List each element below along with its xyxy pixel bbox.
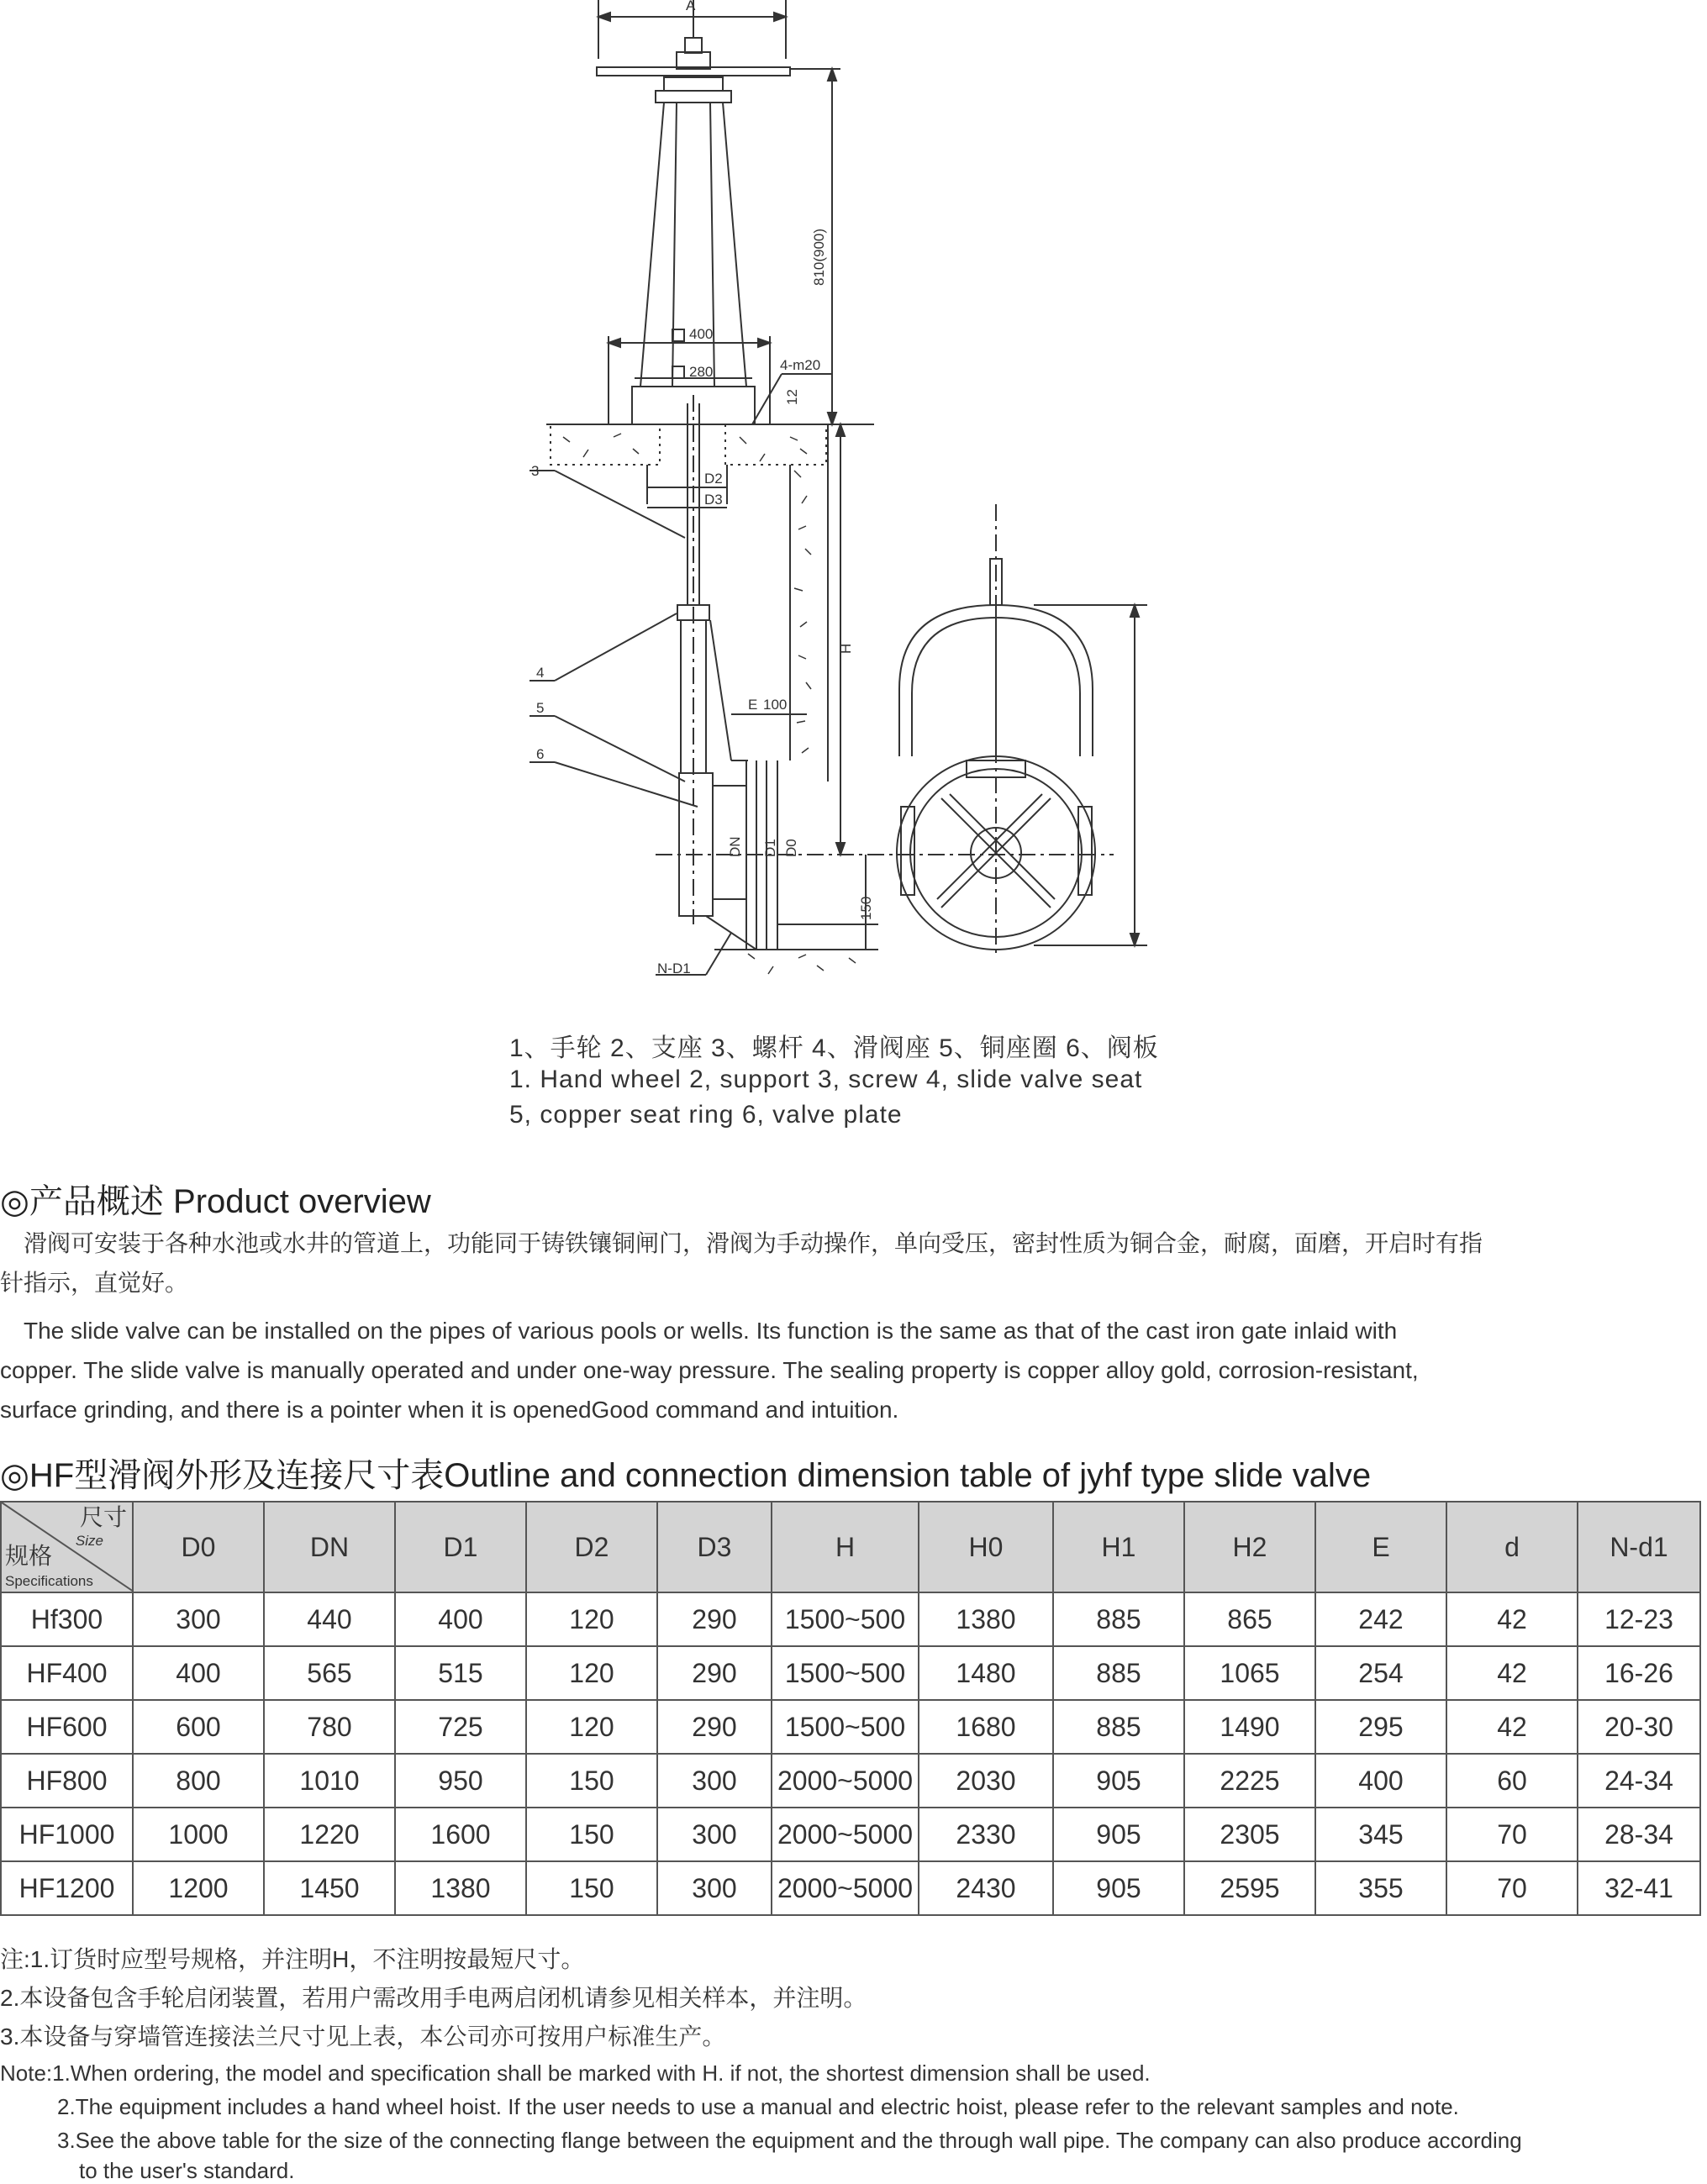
table-cell: 1010 [264,1754,395,1808]
table-cell: 2225 [1184,1754,1315,1808]
note-en-4: to the user's standard. [79,2158,295,2183]
dim-label-d0: D0 [783,839,799,857]
col-header-h1: H1 [1053,1502,1184,1592]
dim-label-150: 150 [858,896,874,920]
table-cell: 1480 [919,1646,1053,1700]
table-cell: 42 [1446,1592,1578,1646]
overview-en-paragraph [0,1311,1702,1429]
table-cell: 905 [1053,1808,1184,1861]
table-cell: 70 [1446,1861,1578,1915]
table-cell: 2330 [919,1808,1053,1861]
table-cell: 242 [1315,1592,1446,1646]
callout-6: 6 [536,746,545,762]
table-cell: 885 [1053,1646,1184,1700]
note-en-2: 2.The equipment includes a hand wheel hoist. If the user needs to use a manual and electric hoist, please refer to the relevant samples and note. [57,2094,1459,2119]
table-cell: 300 [657,1754,772,1808]
table-cell: 290 [657,1700,772,1754]
note-cn-3: 3.本设备与穿墙管连接法兰尺寸见上表，本公司亦可按用户标准生产。 [0,2023,726,2050]
table-cell: 905 [1053,1861,1184,1915]
dim-label-d1: D1 [762,839,778,857]
table-cell: 885 [1053,1700,1184,1754]
table-cell: 440 [264,1592,395,1646]
overview-cn-line1: 滑阀可安装于各种水池或水井的管道上，功能同于铸铁镶铜闸门，滑阀为手动操作，单向受压，密封性质为铜合金，耐腐，面磨，开启时有指 [0,1230,1483,1256]
dim-label-400: 400 [689,326,714,342]
table-cell: 1065 [1184,1646,1315,1700]
table-cell: 515 [395,1646,526,1700]
table-row [1,1754,1700,1808]
overview-en-line1: The slide valve can be installed on the pipes of various pools or wells. Its function is the same as that of the cast iron gate inlaid with [0,1318,1398,1344]
col-header-d3: D3 [657,1502,772,1592]
table-cell: 2000~5000 [772,1808,919,1861]
table-cell: 780 [264,1700,395,1754]
corner-spec-cn: 规格 [5,1543,53,1569]
table-cell: HF600 [1,1700,133,1754]
overview-cn-line2: 针指示，直觉好。 [0,1270,189,1296]
table-cell: 2030 [919,1754,1053,1808]
table-cell: 2305 [1184,1808,1315,1861]
legend-en-line2: 5, copper seat ring 6, valve plate [509,1101,903,1129]
table-cell: 254 [1315,1646,1446,1700]
table-cell: 1450 [264,1861,395,1915]
table-cell: 290 [657,1592,772,1646]
table-cell: 1500~500 [772,1700,919,1754]
overview-cn-paragraph [0,1224,1702,1303]
table-cell: 290 [657,1646,772,1700]
col-header-e: E [1315,1502,1446,1592]
table-cell: 1600 [395,1808,526,1861]
dim-label-d3: D3 [704,492,723,508]
table-cell: 295 [1315,1700,1446,1754]
table-cell: 1380 [395,1861,526,1915]
dim-label-12: 12 [784,389,800,405]
note-cn-2: 2.本设备包含手轮启闭装置，若用户需改用手电两启闭机请参见相关样本，并注明。 [0,1985,867,2011]
table-cell: 300 [657,1808,772,1861]
table-cell: 28-34 [1578,1808,1700,1861]
table-cell: 1500~500 [772,1646,919,1700]
note-en-3: 3.See the above table for the size of the connecting flange between the equipment and the through wall pipe. The company can also produce according [57,2128,1522,2153]
corner-size-en: Size [75,1533,103,1549]
table-cell: 885 [1053,1592,1184,1646]
legend-en-line1: 1. Hand wheel 2, support 3, screw 4, slide valve seat [509,1066,1143,1093]
table-cell: HF1000 [1,1808,133,1861]
table-cell: 355 [1315,1861,1446,1915]
table-cell: 1500~500 [772,1592,919,1646]
col-header-d: d [1446,1502,1578,1592]
table-cell: 300 [657,1861,772,1915]
table-cell: 1000 [133,1808,264,1861]
table-cell: 865 [1184,1592,1315,1646]
table-cell: 400 [1315,1754,1446,1808]
corner-spec-en: Specifications [5,1573,93,1589]
table-row [1,1646,1700,1700]
table-cell: 1380 [919,1592,1053,1646]
table-cell: 60 [1446,1754,1578,1808]
dim-label-810: 810(900) [811,228,827,286]
table-title: ◎HF型滑阀外形及连接尺寸表Outline and connection dimension table of jyhf type slide valve [0,1457,1372,1494]
dim-label-a: A [686,0,696,13]
table-cell: HF400 [1,1646,133,1700]
col-header-d2: D2 [526,1502,657,1592]
col-header-h0: H0 [919,1502,1053,1592]
table-cell: 42 [1446,1646,1578,1700]
valve-technical-drawing [0,0,1707,1008]
table-cell: 120 [526,1700,657,1754]
col-header-h: H [772,1502,919,1592]
table-row [1,1592,1700,1646]
table-cell: 16-26 [1578,1646,1700,1700]
table-cell: 32-41 [1578,1861,1700,1915]
table-cell: 120 [526,1646,657,1700]
dim-label-4m20: 4-m20 [780,357,821,373]
table-row [1,1861,1700,1915]
table-cell: 800 [133,1754,264,1808]
note-en-1: Note:1.When ordering, the model and specification shall be marked with H. if not, the shortest dimension shall be used. [0,2060,1151,2086]
col-header-d1: D1 [395,1502,526,1592]
callout-3: 3 [531,463,540,479]
table-cell: 1680 [919,1700,1053,1754]
table-cell: 2000~5000 [772,1861,919,1915]
table-cell: 565 [264,1646,395,1700]
legend-cn: 1、手轮 2、支座 3、螺杆 4、滑阀座 5、铜座圈 6、阀板 [509,1034,1159,1062]
table-row [1,1808,1700,1861]
dim-label-d2: D2 [704,471,723,487]
dim-label-h: H [838,643,854,654]
dim-label-100: 100 [763,697,788,713]
table-cell: 300 [133,1592,264,1646]
table-cell: HF1200 [1,1861,133,1915]
dim-label-nd1: N-D1 [657,960,691,976]
table-cell: 600 [133,1700,264,1754]
dim-label-dn: DN [727,836,743,857]
table-cell: 70 [1446,1808,1578,1861]
table-cell: 400 [133,1646,264,1700]
table-cell: 42 [1446,1700,1578,1754]
table-cell: 345 [1315,1808,1446,1861]
table-cell: 150 [526,1754,657,1808]
table-cell: 24-34 [1578,1754,1700,1808]
dim-label-e: E [748,697,758,713]
table-cell: 12-23 [1578,1592,1700,1646]
table-cell: 905 [1053,1754,1184,1808]
table-cell: 725 [395,1700,526,1754]
table-cell: 1220 [264,1808,395,1861]
table-cell: 1200 [133,1861,264,1915]
dimension-table [0,1501,1701,1916]
col-header-dn: DN [264,1502,395,1592]
table-cell: 120 [526,1592,657,1646]
col-header-nd1: N-d1 [1578,1502,1700,1592]
table-cell: 2000~5000 [772,1754,919,1808]
table-cell: 150 [526,1861,657,1915]
table-cell: 950 [395,1754,526,1808]
table-cell: 1490 [1184,1700,1315,1754]
overview-en-line3: surface grinding, and there is a pointer when it is openedGood command and intuition. [0,1397,899,1423]
col-header-d0: D0 [133,1502,264,1592]
note-cn-1: 注:1.订货时应型号规格，并注明H，不注明按最短尺寸。 [0,1946,585,1972]
table-cell: Hf300 [1,1592,133,1646]
table-cell: 20-30 [1578,1700,1700,1754]
overview-title: ◎产品概述 Product overview [0,1183,431,1220]
corner-size-cn: 尺寸 [79,1504,127,1530]
table-cell: 150 [526,1808,657,1861]
table-cell: 400 [395,1592,526,1646]
table-cell: 2430 [919,1861,1053,1915]
table-cell: 2595 [1184,1861,1315,1915]
overview-en-line2: copper. The slide valve is manually operated and under one-way pressure. The sealing property is copper alloy gold, corrosion-resistant, [0,1357,1419,1383]
callout-4: 4 [536,665,545,681]
table-header-row [1,1502,1700,1592]
table-row [1,1700,1700,1754]
dim-label-280: 280 [689,364,714,380]
callout-5: 5 [536,700,545,716]
table-cell: HF800 [1,1754,133,1808]
table-corner-cell [1,1502,133,1592]
col-header-h2: H2 [1184,1502,1315,1592]
